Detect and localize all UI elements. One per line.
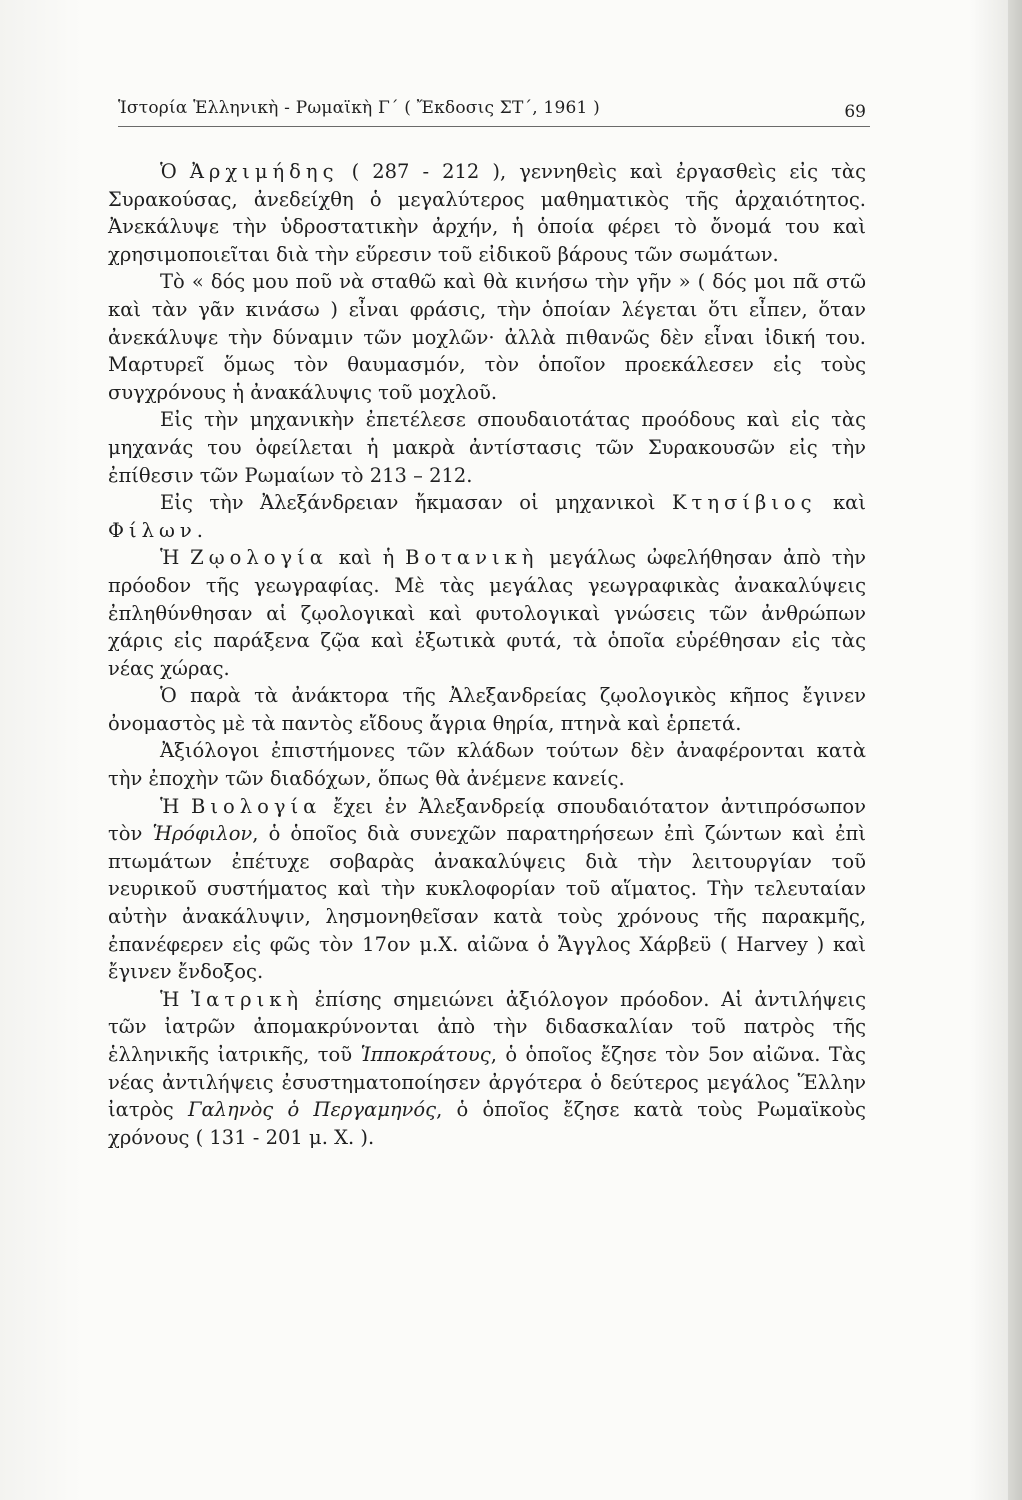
text-run: Ἡ [160, 794, 192, 818]
italic-name: Ἱπποκράτους [360, 1043, 491, 1066]
text-run: ἔχει ἐν Ἀλεξανδρείᾳ σπουδαιότατον ἀντιπρόσωπον τὸν [108, 794, 867, 846]
text-run: . [196, 518, 203, 542]
spaced-term: Βιολογία [191, 794, 322, 818]
paragraph-archimedes [108, 158, 866, 268]
text-run: Ἡ [160, 546, 191, 570]
spaced-term: Κτησίβιος [671, 491, 817, 515]
italic-name: Ἡρόφιλον [152, 822, 253, 846]
spaced-term: Ἀρχιμήδης [189, 160, 339, 183]
paragraph-medicine [108, 986, 866, 1152]
paragraph-scientists [108, 737, 866, 792]
paragraph-mechanics [108, 406, 866, 489]
page-number: 69 [844, 102, 866, 122]
paragraph-alexandria-engineers [108, 489, 866, 544]
text-run: Τὸ « δός μου ποῦ νὰ σταθῶ καὶ θὰ κινήσω τὴν γῆν » ( δός μοι πᾶ στῶ καὶ τὰν γᾶν κινάσω ) εἶναι φράσις, τὴν ὁποίαν λέγεται ὅτι εἶπεν, ὅταν ἀνεκάλυψε τὴν δύναμιν τῶν μοχλῶν· ἀλλὰ πιθανῶς δὲν εἶναι ἰδική του. Μαρτυρεῖ ὅμως τὸν θαυμασμόν, τὸν ὁποῖον προεκάλεσεν εἰς τοὺς συγχρόνους ἡ ἀνακάλυψις τοῦ μοχλοῦ. [108, 270, 866, 404]
text-run: ( 287 - 212 ), γεννηθεὶς καὶ ἐργασθεὶς εἰς τὰς Συρακούσας, ἀνεδείχθη ὁ μεγαλύτερος μαθηματικὸς τῆς ἀρχαιότητος. Ἀνεκάλυψε τὴν ὑδροστατικὴν ἀρχήν, ἡ ὁποία φέρει τὸ ὄνομά του καὶ χρησιμοποιεῖται διὰ τὴν εὕρεσιν τοῦ εἰδικοῦ βάρους τῶν σωμάτων. [108, 160, 866, 266]
text-run: καὶ ἡ [327, 546, 406, 570]
text-run: Εἰς τὴν μηχανικὴν ἐπετέλεσε σπουδαιοτάτας προόδους καὶ εἰς τὰς μηχανάς του ὀφείλεται ἡ μακρὰ ἀντίστασις τῶν Συρακουσῶν εἰς τὴν ἐπίθεσιν τῶν Ρωμαίων τὸ 213 – 212. [108, 408, 866, 487]
paragraph-biology [108, 793, 866, 986]
body-text [108, 158, 866, 1151]
spaced-term: Ζῳολογία [190, 546, 328, 570]
paragraph-zoology-botany [108, 544, 866, 682]
text-run: καὶ [816, 491, 866, 515]
text-run: Εἰς τὴν Ἀλεξάνδρειαν ἤκμασαν οἱ μηχανικοὶ [160, 491, 672, 515]
paragraph-zoological-garden [108, 682, 866, 737]
paragraph-dos-mou-pou-sto [108, 268, 866, 406]
text-run: Ὁ παρὰ τὰ ἀνάκτορα τῆς Ἀλεξανδρείας ζῳολογικὸς κῆπος ἔγινεν ὀνομαστὸς μὲ τὰ παντὸς εἴδους ἄγρια θηρία, πτηνὰ καὶ ἑρπετά. [108, 684, 866, 735]
text-run: Ἡ [160, 987, 192, 1011]
text-run: , ὁ ὁποῖος ἔζησε κατὰ τοὺς Ρωμαϊκοὺς χρόνους ( 131 - 201 μ. Χ. ). [108, 1098, 866, 1149]
text-run: ἐπίσης σημειώνει ἀξιόλογον πρόοδον. Αἱ ἀντιλήψεις τῶν ἰατρῶν ἀπομακρύνονται ἀπὸ τὴν διδασκαλίαν τοῦ πατρὸς τῆς ἑλληνικῆς ἰατρικῆς, τοῦ [108, 987, 866, 1066]
text-run: , ὁ ὁποῖος ἔζησε τὸν 5ον αἰῶνα. Τὰς νέας ἀντιλήψεις ἐσυστηματοποίησεν ἀργότερα ὁ δεύτερος μεγάλος Ἕλλην ἰατρὸς [108, 1043, 866, 1122]
spaced-term: Ἰατρικὴ [191, 987, 304, 1011]
text-run: Ἀξιόλογοι ἐπιστήμονες τῶν κλάδων τούτων δὲν ἀναφέρονται κατὰ τὴν ἐποχὴν τῶν διαδόχων, ὅπως θὰ ἀνέμενε κανείς. [108, 739, 866, 791]
text-run: μεγάλως ὠφελήθησαν ἀπὸ τὴν πρόοδον τῆς γεωγραφίας. Μὲ τὰς μεγάλας γεωγραφικὰς ἀνακαλύψεις ἐπληθύνθησαν αἱ ζῳολογικαὶ καὶ φυτολογικαὶ γνώσεις τῶν ἀνθρώπων χάρις εἰς παράξενα ζῷα καὶ ἐξωτικὰ φυτά, τὰ ὁποῖα εὑρέθησαν εἰς τὰς νέας χώρας. [108, 546, 867, 680]
running-title: Ἱστορία Ἑλληνικὴ - Ρωμαϊκὴ Γ΄ ( Ἔκδοσις ΣΤ΄, 1961 ) [118, 98, 600, 118]
italic-name: Γαληνὸς ὁ Περγαμηνός [187, 1098, 437, 1122]
page-edge-shadow [1008, 0, 1022, 1500]
spaced-term: Φίλων [108, 518, 197, 542]
running-header [118, 92, 870, 127]
text-run: , ὁ ὁποῖος διὰ συνεχῶν παρατηρήσεων ἐπὶ ζώντων καὶ ἐπὶ πτωμάτων ἐπέτυχε σοβαρὰς ἀνακαλύψεις διὰ τὴν λειτουργίαν τοῦ νευρικοῦ συστήματος καὶ τὴν κυκλοφορίαν τοῦ αἵματος. Τὴν τελευταίαν αὐτὴν ἀνακάλυψιν, λησμονηθεῖσαν κατὰ τοὺς χρόνους τῆς παρακμῆς, ἐπανέφερεν εἰς φῶς τὸν 17ον μ.Χ. αἰῶνα ὁ Ἄγγλος Χάρβεϋ ( Harvey ) καὶ ἔγινεν ἔνδοξος. [108, 822, 866, 984]
spaced-term: Βοτανικὴ [405, 546, 539, 570]
text-run: Ὁ [160, 160, 190, 183]
